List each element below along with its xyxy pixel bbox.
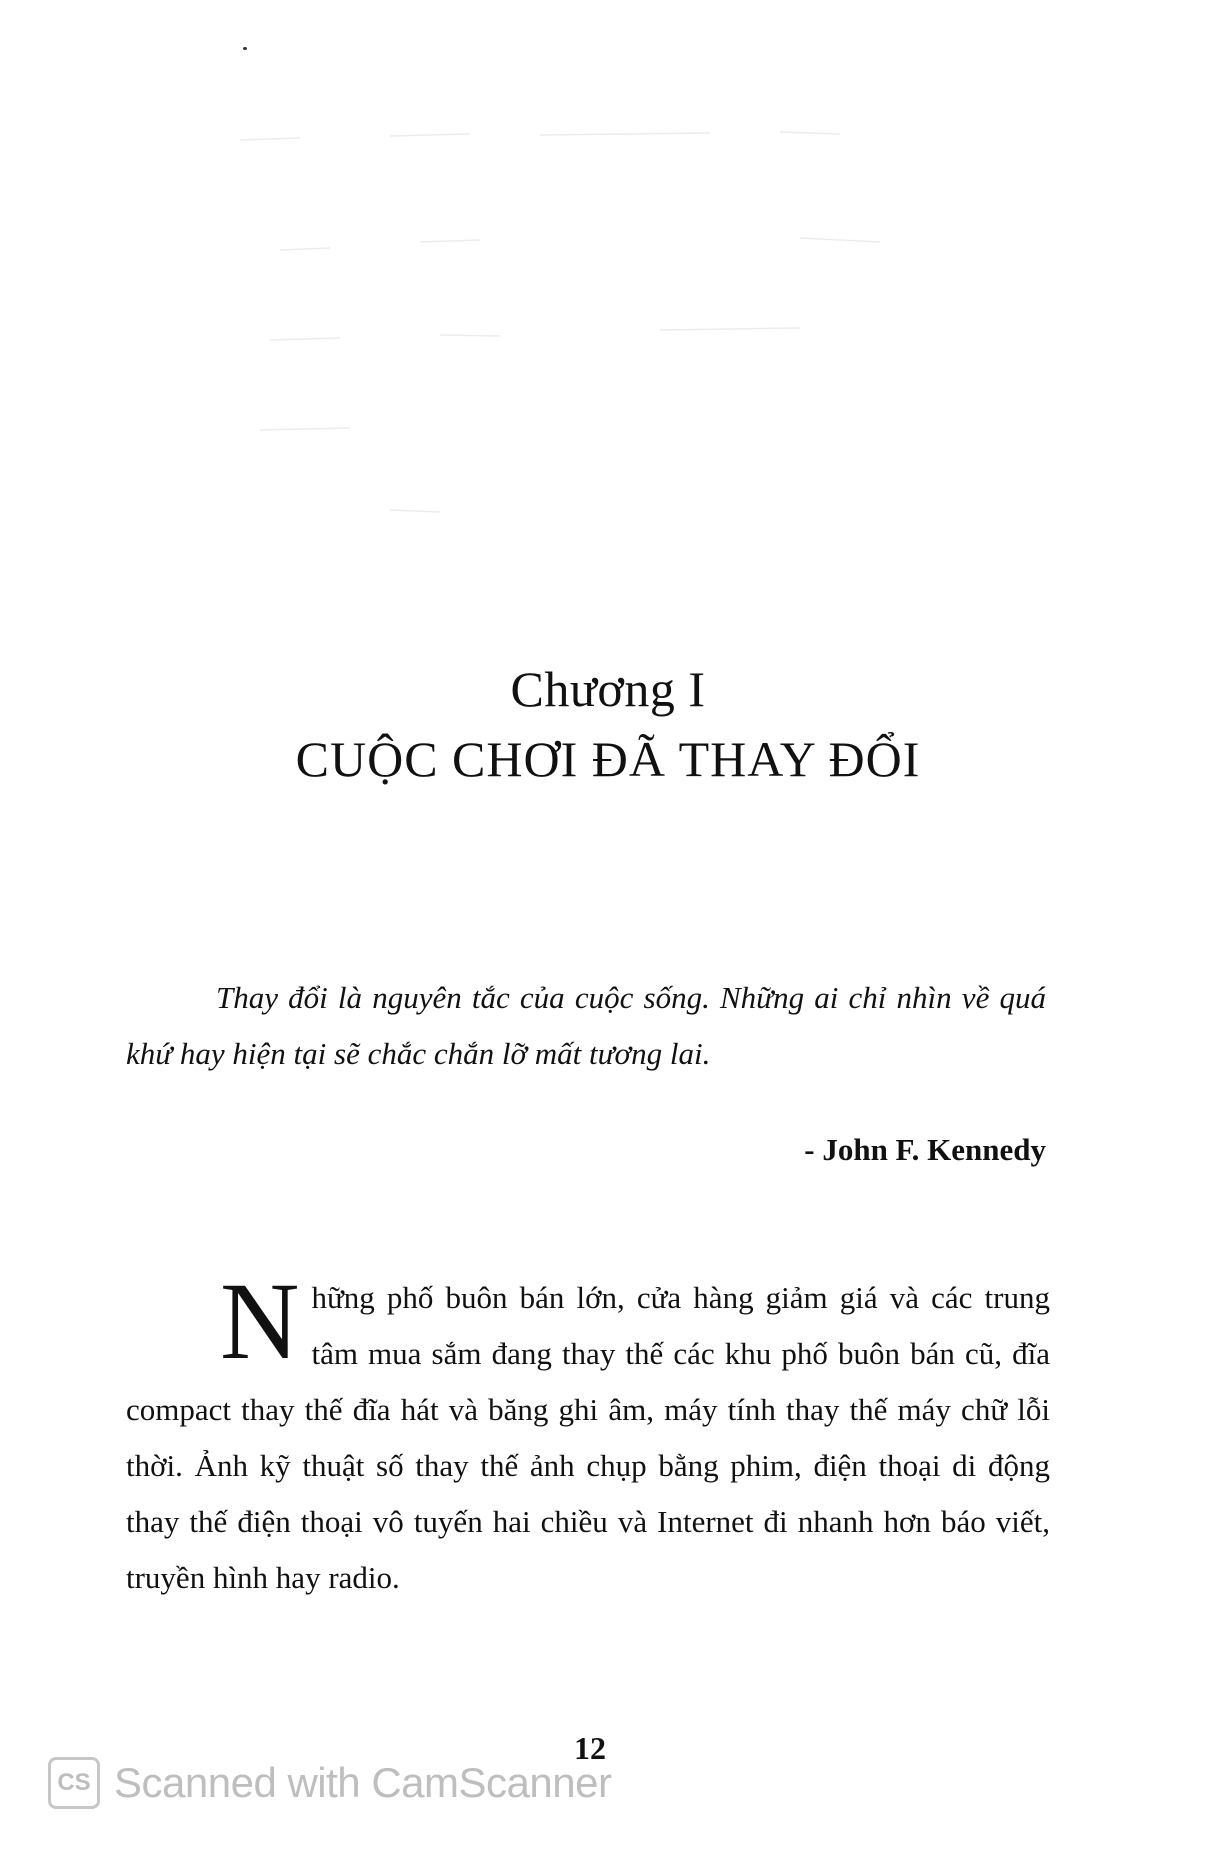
scan-speck <box>243 47 247 50</box>
epigraph-quote: Thay đổi là nguyên tắc của cuộc sống. Những ai chỉ nhìn về quá khứ hay hiện tại sẽ chắc chắn lỡ mất tương lai. <box>126 980 1046 1071</box>
body-paragraph <box>126 1260 1050 1606</box>
drop-cap: N <box>220 1260 300 1382</box>
page-number: 12 <box>574 1730 606 1766</box>
watermark-text: Scanned with CamScanner <box>114 1759 612 1806</box>
camscanner-watermark <box>48 1755 611 1811</box>
epigraph-attribution: - John F. Kennedy <box>804 1132 1046 1167</box>
camscanner-logo-icon: CS <box>48 1757 100 1809</box>
bleed-through-texture <box>240 130 1000 550</box>
body-text: hững phố buôn bán lớn, cửa hàng giảm giá và các trung tâm mua sắm đang thay thế các khu phố buôn bán cũ, đĩa compact thay thế đĩa hát và băng ghi âm, máy tính thay thế máy chữ lỗi thời. Ảnh kỹ thuật số thay thế ảnh chụp bằng phim, điện thoại di động thay thế điện thoại vô tuyến hai chiều và Internet đi nhanh hơn báo viết, truyền hình hay radio. <box>126 1280 1050 1595</box>
chapter-number: Chương I <box>510 661 706 717</box>
chapter-title: CUỘC CHƠI ĐÃ THAY ĐỔI <box>295 731 921 787</box>
